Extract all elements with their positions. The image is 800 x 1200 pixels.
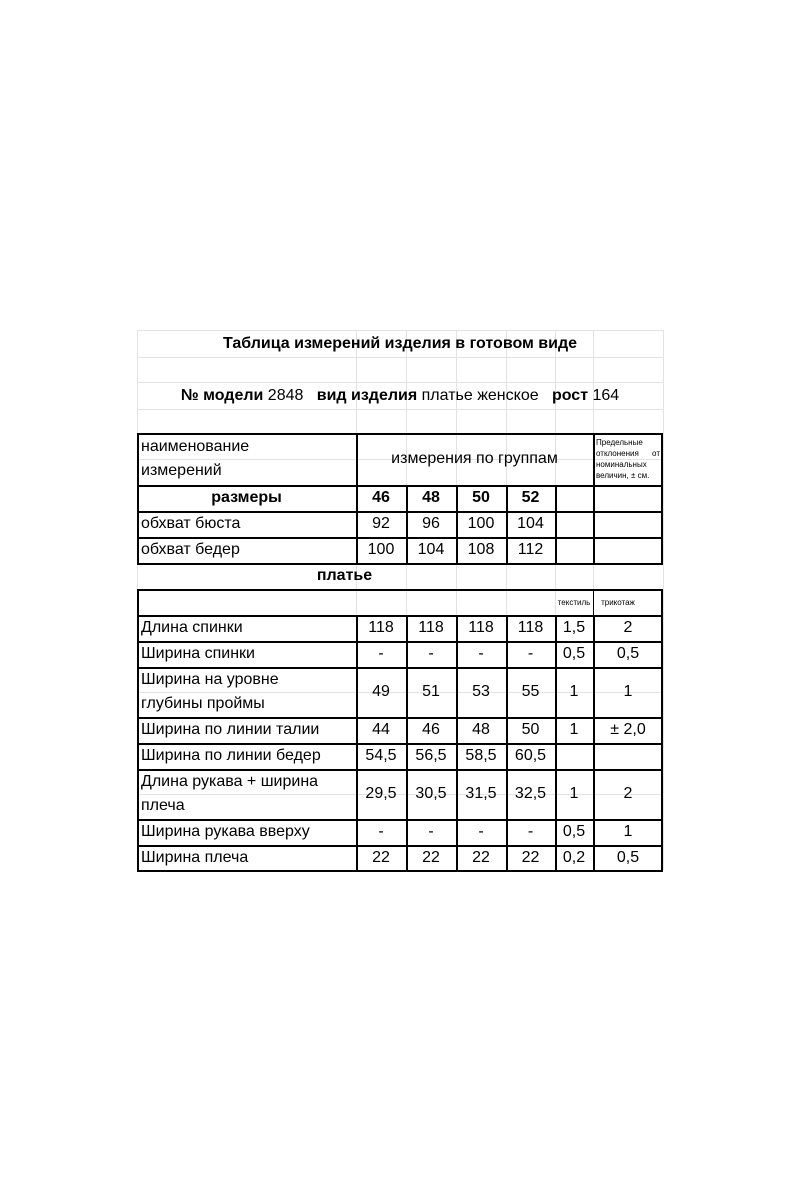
table-border [356, 433, 358, 563]
tolerance-knit-value: 2 [623, 619, 633, 636]
table-border [137, 667, 663, 669]
height-value: 164 [592, 386, 620, 404]
table-row-value: 118 [368, 619, 394, 636]
tolerance-textile-value: 1 [569, 683, 579, 700]
body-row-value: 96 [422, 515, 440, 532]
table-row-value: 118 [468, 619, 494, 636]
table-border [456, 485, 458, 563]
tolerance-textile-value: 0,5 [562, 823, 586, 840]
table-border [137, 769, 663, 771]
table-row-value: 51 [422, 683, 440, 700]
table-border [356, 615, 358, 872]
table-border [506, 485, 508, 563]
table-border [137, 819, 663, 821]
header-groups: измерения по группам [391, 450, 558, 467]
table-row-value: 22 [472, 848, 490, 866]
table-row-value: 56,5 [415, 747, 447, 764]
table-border [661, 433, 663, 563]
table-row-value: - [478, 645, 484, 662]
body-row-value: 92 [372, 515, 390, 532]
tolerance-textile-value: 1 [569, 721, 579, 738]
table-row-value: 60,5 [514, 747, 547, 764]
table-row-value: - [378, 645, 384, 662]
table-row-label: Ширина плеча [141, 848, 249, 866]
table-row-value: 29,5 [365, 785, 397, 802]
table-row-value: 49 [372, 683, 390, 700]
header-tolerance-note: Предельные отклонения от номинальных величин, ± см. [596, 438, 660, 480]
table-row-label: Ширина по линии талии [141, 721, 320, 738]
table-row-value: 30,5 [415, 785, 447, 802]
table-border [406, 615, 408, 872]
table-border [137, 485, 663, 487]
table-row-label: Ширина по линии бедер [141, 747, 321, 764]
tolerance-knit-value: 1 [623, 823, 633, 840]
table-border [137, 717, 663, 719]
body-row-value: 100 [467, 515, 495, 532]
table-row-value: 50 [521, 721, 540, 738]
table-border [137, 433, 663, 435]
model-value: 2848 [267, 386, 304, 404]
table-row-label: Длина спинки [141, 619, 243, 636]
model-line [137, 382, 663, 409]
table-border [593, 433, 595, 563]
size-cell: 48 [422, 489, 440, 506]
table-border [661, 589, 663, 872]
table-row-value: - [527, 645, 534, 662]
header-name-column: наименование измерений [141, 438, 250, 479]
model-label: № модели [180, 386, 264, 404]
table-row-label: Ширина на уровне глубины проймы [141, 671, 279, 712]
table-border [137, 641, 663, 643]
table-row-value: 22 [521, 848, 540, 866]
tolerance-textile-value: 1 [569, 785, 579, 802]
tolerance-knit-value: 0,5 [616, 645, 640, 662]
table-row-value: 44 [372, 721, 390, 738]
body-row-value: 100 [367, 541, 395, 558]
body-row-label: обхват бедер [141, 541, 240, 558]
type-value: платье женское [421, 386, 539, 404]
table-row-value: 46 [422, 721, 440, 738]
section-title: платье [316, 567, 373, 584]
table-border [137, 511, 663, 513]
tolerance-knit-value: 2 [623, 785, 633, 802]
tolerance-knit-value: ± 2,0 [610, 721, 646, 738]
height-label: рост [551, 386, 589, 404]
table-row-value: - [527, 823, 534, 840]
gridline [663, 330, 664, 870]
table-row-value: - [428, 645, 434, 662]
table-border [137, 589, 139, 872]
table-border [137, 563, 663, 565]
tolerance-knit-value: 0,5 [616, 848, 640, 866]
size-cell: 50 [472, 489, 490, 506]
body-row-value: 108 [467, 541, 495, 558]
body-row-value: 104 [417, 541, 445, 558]
table-row-value: 32,5 [514, 785, 547, 802]
tolerance-textile-value: 0,2 [562, 848, 586, 866]
tolerance-knit-value [593, 743, 663, 769]
gridline [137, 357, 663, 358]
table-border [137, 870, 663, 872]
gridline [137, 409, 663, 410]
table-row-label: Длина рукава + ширина плеча [141, 773, 319, 814]
tolerance-textile-value [555, 743, 593, 769]
table-row-value: 55 [521, 683, 540, 700]
tolerance-knit-value: 1 [623, 683, 633, 700]
table-border [555, 615, 557, 872]
type-label: вид изделия [316, 386, 418, 404]
table-row-value: 31,5 [465, 785, 497, 802]
tolerance-textile-value: 0,5 [562, 645, 586, 662]
table-row-value: - [478, 823, 484, 840]
table-border [456, 615, 458, 872]
measurement-sheet [137, 330, 663, 870]
table-row-value: 58,5 [465, 747, 497, 764]
table-row-value: 53 [472, 683, 490, 700]
tolerance-textile-value: 1,5 [562, 619, 586, 636]
table-row-value: 118 [418, 619, 444, 636]
table-row-label: Ширина рукава вверху [141, 823, 310, 840]
table-border [506, 615, 508, 872]
sizes-label: размеры [211, 489, 282, 506]
table-row-value: - [378, 823, 384, 840]
tolerance-textile-header: текстиль [557, 597, 591, 607]
table-row-value: - [428, 823, 434, 840]
table-border [137, 845, 663, 847]
table-border [406, 485, 408, 563]
table-border [137, 743, 663, 745]
size-cell: 46 [372, 489, 390, 506]
table-row-label: Ширина спинки [141, 645, 255, 662]
tolerance-knit-header: трикотаж [601, 597, 635, 607]
table-row-value: 48 [472, 721, 490, 738]
table-row-value: 118 [517, 619, 544, 636]
body-row-value: 104 [517, 515, 544, 532]
size-cell: 52 [521, 489, 540, 506]
table-border [593, 615, 595, 872]
table-border [137, 615, 663, 617]
table-border [137, 589, 663, 591]
table-row-value: 22 [422, 848, 440, 866]
body-row-label: обхват бюста [141, 515, 241, 532]
table-border [593, 589, 594, 615]
table-row-value: 54,5 [365, 747, 397, 764]
body-row-value: 112 [517, 541, 544, 558]
table-border [555, 485, 557, 563]
table-border [137, 433, 139, 563]
table-border [137, 537, 663, 539]
table-row-value: 22 [372, 848, 390, 866]
table-title: Таблица измерений изделия в готовом виде [222, 334, 578, 352]
